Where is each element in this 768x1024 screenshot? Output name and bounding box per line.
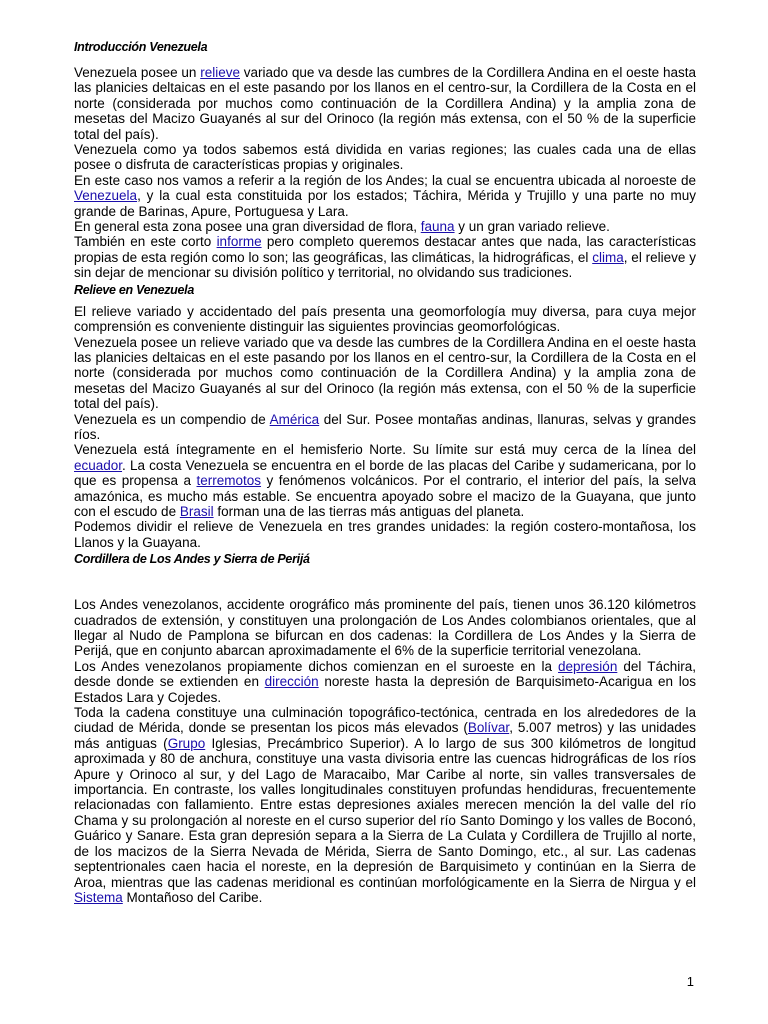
hyperlink[interactable]: dirección [264,674,319,690]
page-number: 1 [686,974,694,989]
hyperlink[interactable]: clima [592,249,624,265]
paragraph-text: Podemos dividir el relieve de Venezuela en tres grandes unidades: la región costero-montañosa, los Llanos y la Guayana. [74,519,696,550]
paragraph-text: Iglesias, Precámbrico Superior). A lo largo de sus 300 kilómetros de longitud aproximada y 80 de anchura, constituye una vasta divisoria entre las cuencas hidrográficas de los ríos Apure y Orinoco al sur, y del Lago de Maracaibo, Mar Caribe al norte, sin valles transversales de importancia. En contraste, los valles longitudinales constituyen profundas hendiduras, frecuentemente relacionadas con fallamiento. Entre estas depresiones axiales merecen mención la del valle del río Chama y su prolongación al noreste en el curso superior del río Santo Domingo y los valles de Boconó, Guárico y Sanare. Esta gran depresión separa a la Sierra de La Culata y Cordillera de Trujillo al norte, de los macizos de la Sierra Nevada de Mérida, Sierra de Santo Domingo, etc., al sur. Las cadenas septentrionales caen hacia el noreste, en la depresión de Barquisimeto y continúan en la Sierra de Aroa, mientras que las cadenas meridional es continúan morfológicamente en la Sierra de Nirgua y el [74,735,696,890]
hyperlink[interactable]: ecuador [74,457,123,473]
paragraph-text: También en este corto [74,234,217,250]
paragraph [74,234,696,280]
paragraph-text: El relieve variado y accidentado del país presenta una geomorfología muy diversa, para cuya mejor comprensión es conveniente distinguir las siguientes provincias geomorfológicas. [74,303,696,335]
paragraph [74,304,696,335]
hyperlink[interactable]: Sistema [74,889,123,905]
hyperlink[interactable]: Brasil [179,503,214,519]
paragraph-text: variado que va desde las cumbres de la Cordillera Andina en el oeste hasta las planicies deltaicas en el este pasando por los llanos en el centro-sur, la Cordillera de la Costa en el norte (considerada por muchos como continuación de la Cordillera Andina) y la amplia zona de mesetas del Macizo Guayanés al sur del Orinoco (la región más extensa, con el 50 % de la superficie total del país). [74,65,696,142]
section-body-relieve [74,304,696,551]
paragraph [74,219,696,234]
paragraph-text: Toda la cadena constituye una culminación topográfico-tectónica, centrada en los alrededores de la ciudad de Mérida, donde se presentan los picos más elevados ( [74,705,696,736]
hyperlink[interactable]: América [269,411,320,427]
paragraph-text: Venezuela posee un relieve variado que va desde las cumbres de la Cordillera Andina en el oeste hasta las planicies deltaicas en el este pasando por los llanos en el centro-sur, la Cordillera de la Costa en el norte (considerada por muchos como continuación de la Cordillera Andina) y la amplia zona de mesetas del Macizo Guayanés al sur del Orinoco (la región más extensa, con el 50 % de la superficie total del país). [74,334,696,412]
paragraph [74,173,696,219]
paragraph-text: y un gran variado relieve. [454,219,610,235]
paragraph [74,705,696,905]
paragraph-text: noreste hasta la depresión de Barquisimeto-Acarigua en los Estados Lara y Cojedes. [74,674,696,705]
paragraph-text: Venezuela como ya todos sabemos está dividida en varias regiones; las cuales cada una de ellas posee o disfruta de características propias y originales. [74,142,696,173]
paragraph [74,519,696,550]
hyperlink[interactable]: relieve [200,65,240,80]
hyperlink[interactable]: Bolívar [467,720,510,736]
paragraph-text: , y la cual esta constituida por los estados; Táchira, Mérida y Trujillo y una parte no muy grande de Barinas, Apure, Portuguesa y Lara. [74,188,696,219]
paragraph-text: del Sur. Posee montañas andinas, llanuras, selvas y grandes ríos. [74,411,696,442]
hyperlink[interactable]: Venezuela [74,188,138,204]
paragraph-text: En general esta zona posee una gran diversidad de flora, [74,219,421,235]
section-body-introduccion [74,65,696,281]
paragraph-text: Los Andes venezolanos propiamente dichos comienzan en el suroeste en la [74,658,559,674]
paragraph-text: pero completo queremos destacar antes que nada, las características propias de esta región como lo son; las geográficas, las climáticas, la hidrográficas, el [74,234,697,265]
paragraph [74,65,696,142]
hyperlink[interactable]: terremotos [196,473,262,489]
section-heading-introduccion: Introducción Venezuela [74,40,208,54]
paragraph-text: Montañoso del Caribe. [122,889,263,905]
paragraph-text: del Táchira, desde donde se extienden en [74,658,696,690]
paragraph [74,412,696,443]
hyperlink[interactable]: depresión [558,658,618,674]
paragraph-text: , el relieve y sin dejar de mencionar su división político y territorial, no olvidando sus tradiciones. [74,249,697,281]
paragraph-text: y fenómenos volcánicos. Por el contrario, el interior del país, la selva amazónica, es mucho más estable. Se encuentra apoyado sobre el macizo de la Guayana, que junto con el escudo de [74,473,697,519]
hyperlink[interactable]: informe [216,234,262,250]
paragraph-text: forman una de las tierras más antiguas del planeta. [213,503,525,519]
hyperlink[interactable]: Grupo [167,735,206,751]
section-body-cordillera [74,597,696,905]
paragraph [74,335,696,412]
paragraph [74,442,696,519]
paragraph [74,597,696,659]
hyperlink[interactable]: fauna [420,219,455,235]
paragraph [74,142,696,173]
paragraph-text: Venezuela está íntegramente en el hemisferio Norte. Su límite sur está muy cerca de la línea del [74,442,696,458]
paragraph-text: En este caso nos vamos a referir a la región de los Andes; la cual se encuentra ubicada al noroeste de [74,172,696,188]
section-heading-relieve: Relieve en Venezuela [74,282,194,297]
section-heading-cordillera: Cordillera de Los Andes y Sierra de Perijá [74,552,310,567]
paragraph-text: Venezuela posee un [74,65,201,80]
paragraph-text: Venezuela es un compendio de [74,411,270,427]
document-page [74,40,696,905]
paragraph-text: . La costa Venezuela se encuentra en el borde de las placas del Caribe y sudamericana, por lo que es propensa a [74,457,696,489]
paragraph [74,659,696,705]
paragraph-text: Los Andes venezolanos, accidente orográfico más prominente del país, tienen unos 36.120 kilómetros cuadrados de extensión, y constituyen una prolongación de Los Andes colombianos orientales, que al llegar al Nudo de Pamplona se bifurcan en dos cadenas: la Cordillera de Los Andes y la Sierra de Perijá, que en conjunto abarcan aproximadamente el 6% de la superficie territorial venezolana. [74,597,696,659]
paragraph-text: , 5.007 metros) y las unidades más antiguas ( [74,720,696,751]
